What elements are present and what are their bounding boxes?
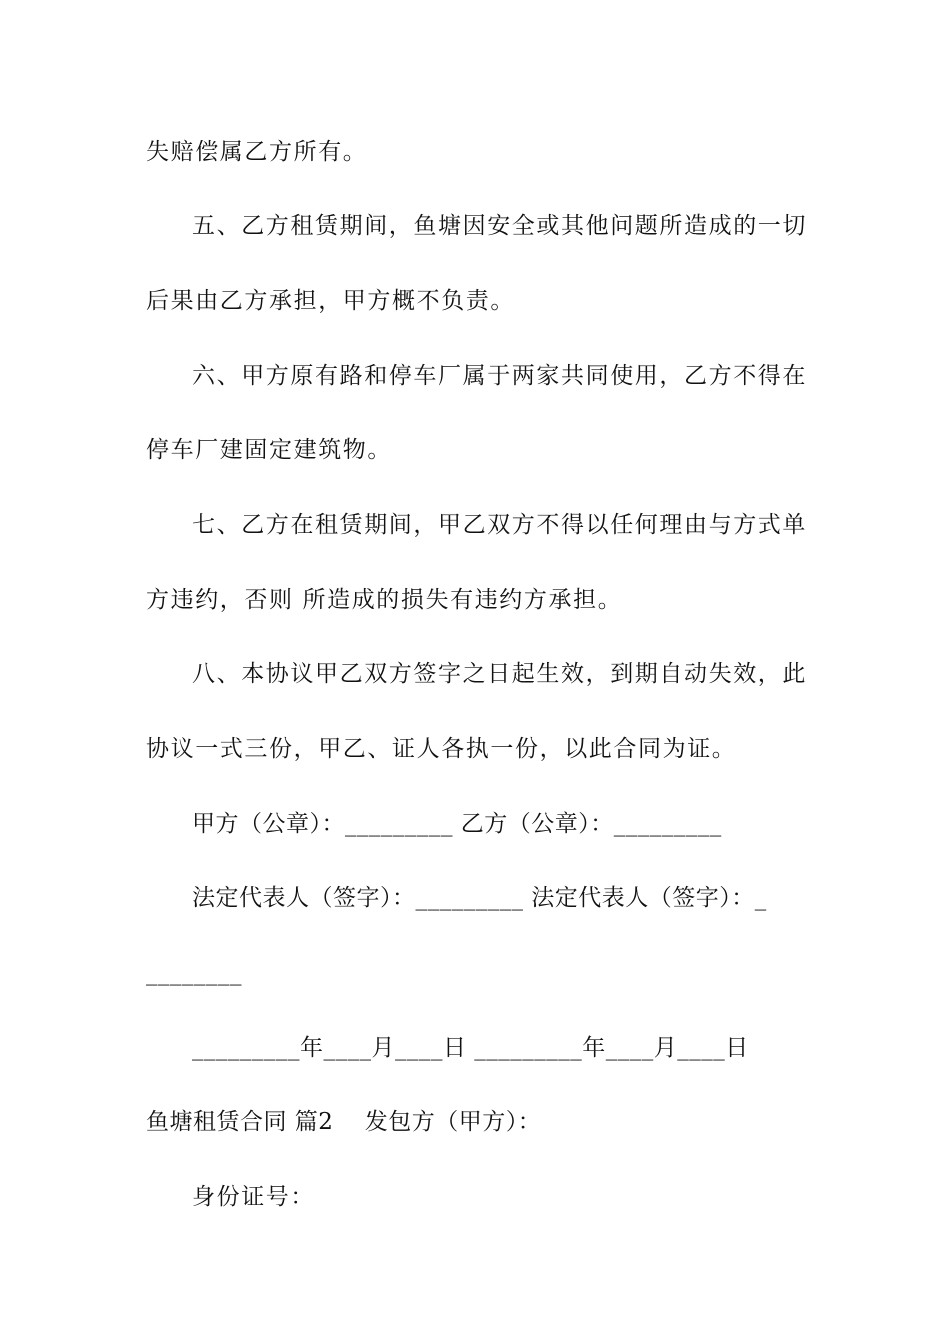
signature-line-seal: 甲方（公章）：_________ 乙方（公章）：_________ — [192, 811, 722, 837]
paragraph-line: 八、本协议甲乙双方签字之日起生效，到期自动失效，此 — [192, 661, 807, 687]
paragraph-line: 失赔偿属乙方所有。 — [146, 139, 368, 165]
signature-line-representative: 法定代表人（签字）：_________ 法定代表人（签字）：_ — [192, 885, 767, 911]
paragraph-line: 后果由乙方承担，甲方概不负责。 — [146, 288, 515, 314]
id-number-label: 身份证号： — [192, 1184, 315, 1210]
paragraph-line: 停车厂建固定建筑物。 — [146, 437, 392, 463]
paragraph-line: 协议一式三份，甲乙、证人各执一份，以此合同为证。 — [146, 736, 737, 762]
paragraph-line: 五、乙方租赁期间，鱼塘因安全或其他问题所造成的一切 — [192, 213, 807, 239]
paragraph-line: 六、甲方原有路和停车厂属于两家共同使用，乙方不得在 — [192, 363, 807, 389]
paragraph-line: 七、乙方在租赁期间，甲乙双方不得以任何理由与方式单 — [192, 512, 807, 538]
paragraph-line: 方违约，否则 所造成的损失有违约方承担。 — [146, 587, 623, 613]
date-line: _________年____月____日 _________年____月____日 — [192, 1035, 749, 1061]
signature-line-continuation: ________ — [146, 960, 242, 986]
section-heading: 鱼塘租赁合同 篇2 发包方（甲方）： — [146, 1109, 542, 1135]
